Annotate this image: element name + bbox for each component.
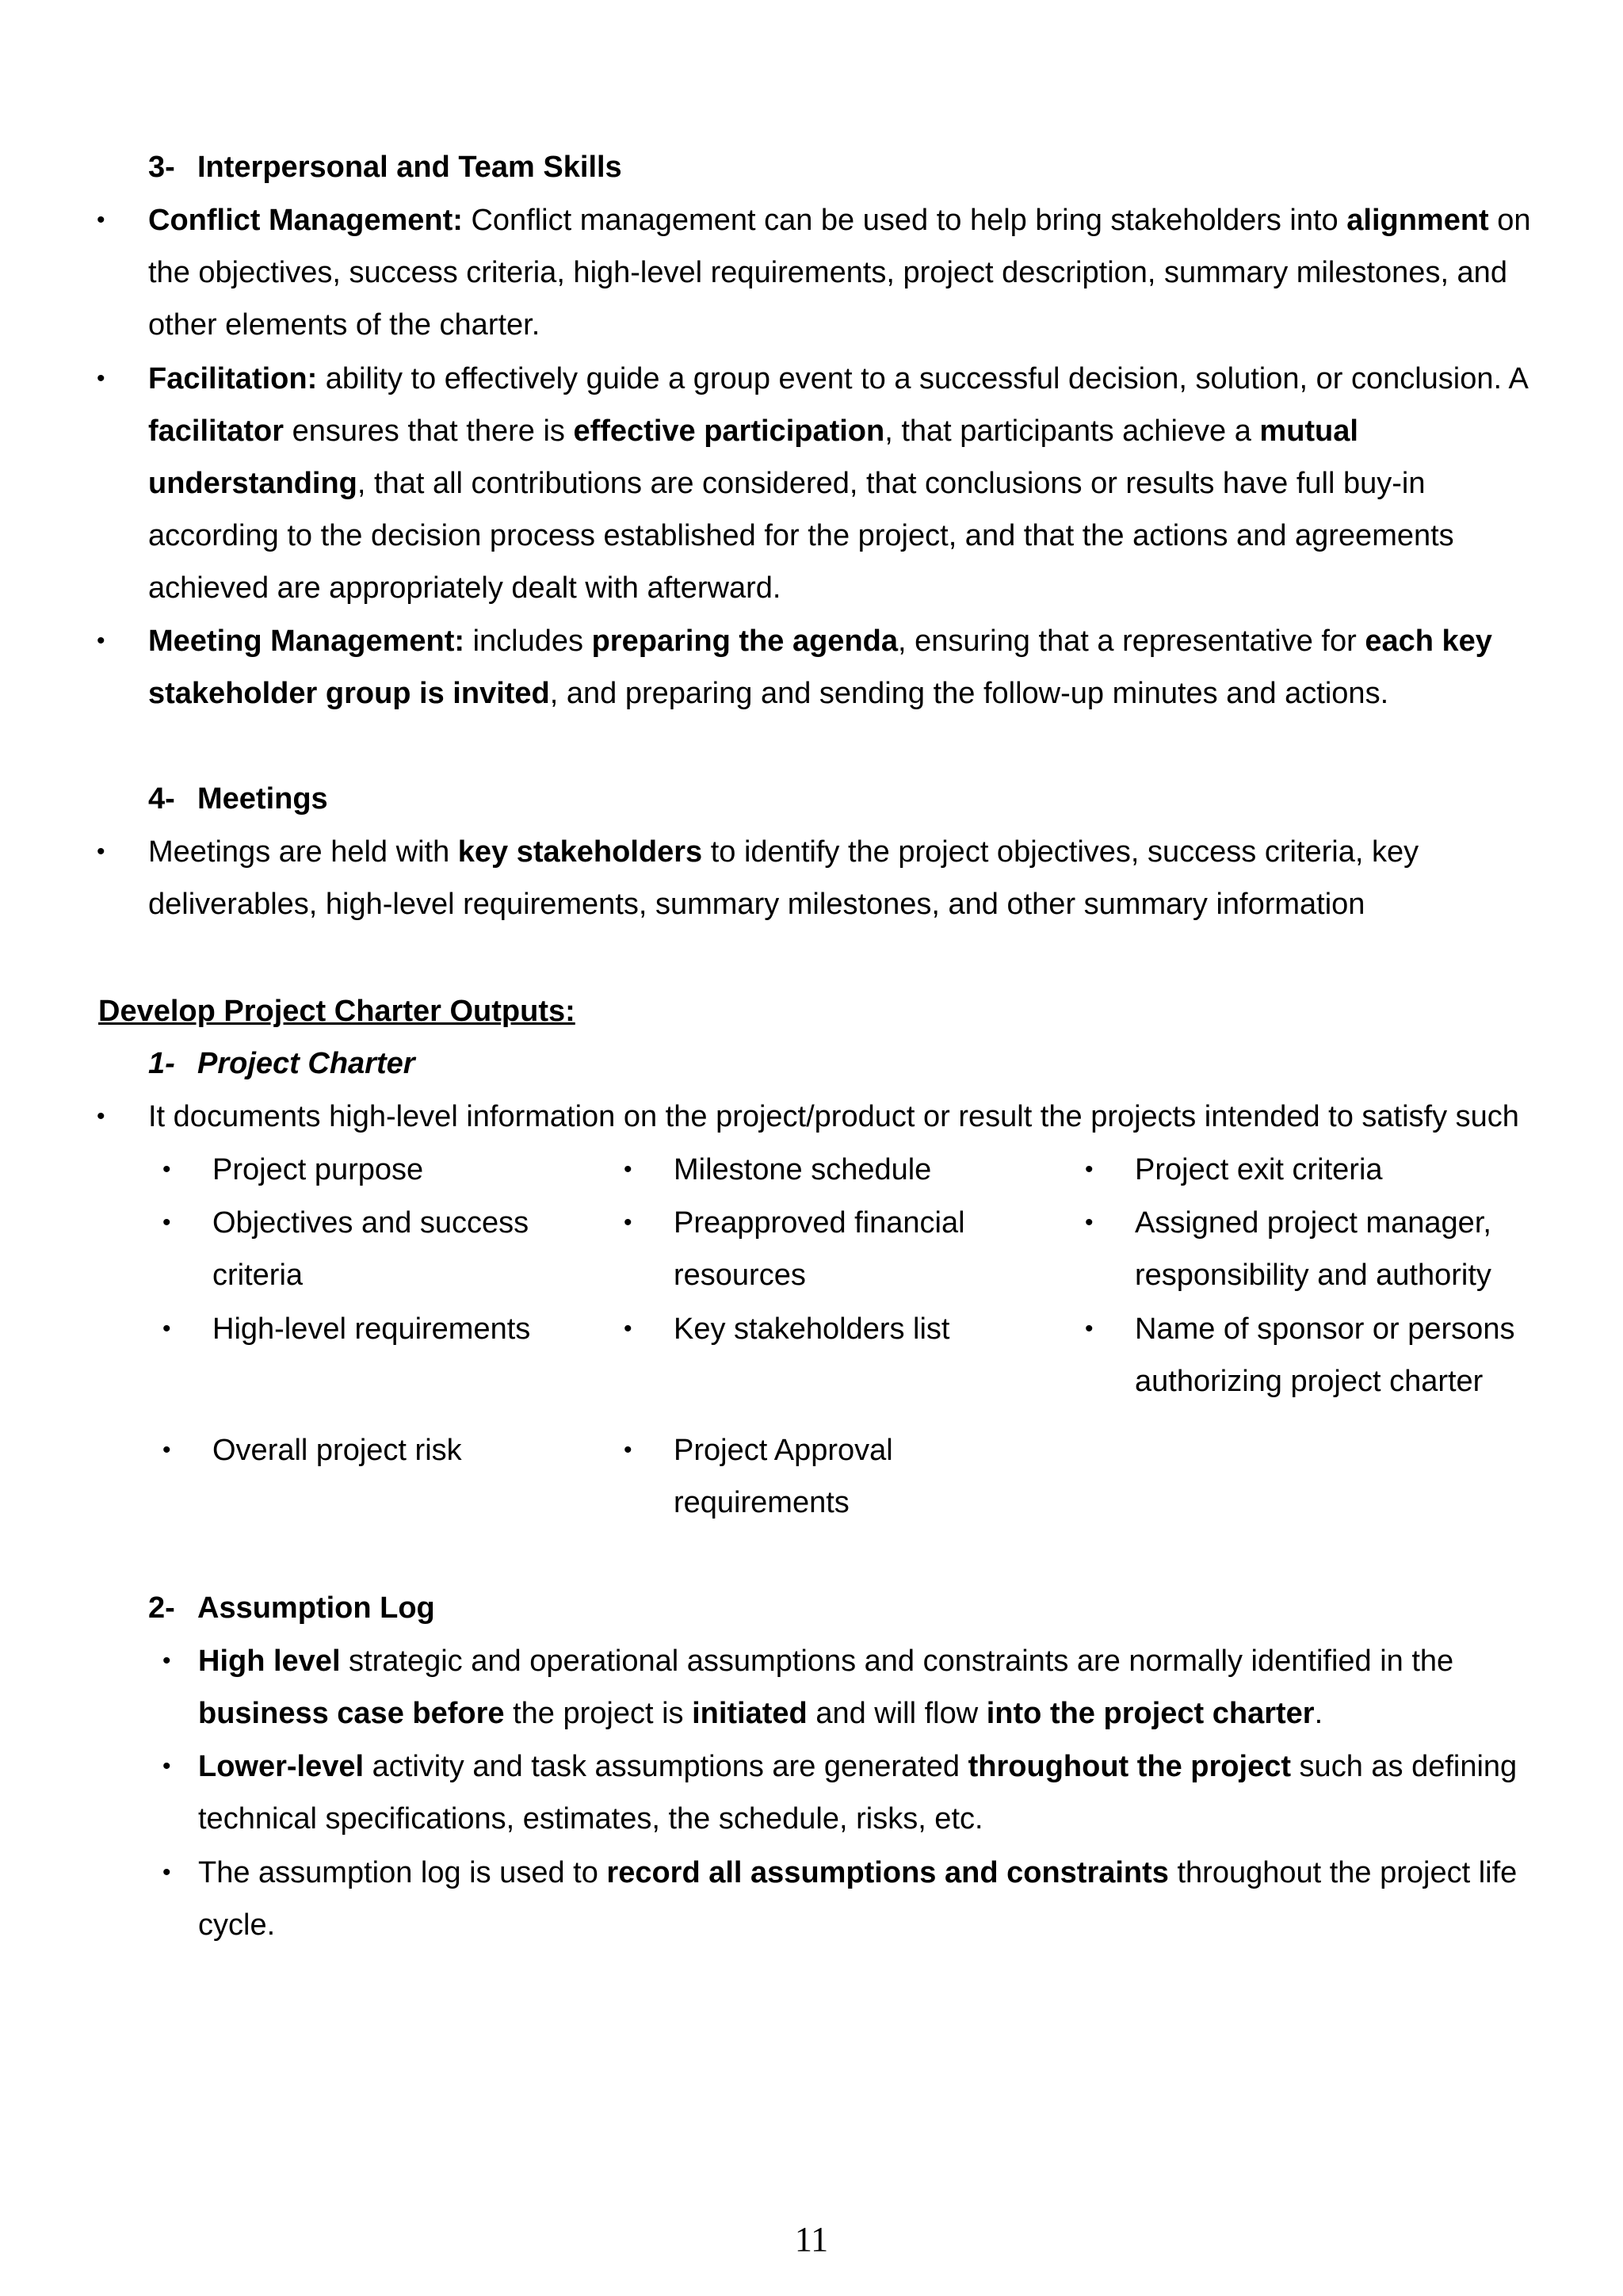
bold-run: effective participation bbox=[573, 415, 885, 448]
text-line bbox=[148, 457, 1575, 510]
bold-run: stakeholder group is invited bbox=[148, 677, 550, 710]
term-label: Conflict Management: bbox=[148, 204, 463, 237]
text-line bbox=[198, 1847, 1577, 1899]
text-run: , ensuring that a representative for bbox=[898, 625, 1365, 658]
bold-run: High level bbox=[198, 1645, 341, 1678]
bullet-dot: • bbox=[1085, 1316, 1094, 1342]
bold-run: Lower-level bbox=[198, 1750, 365, 1783]
bullet-text bbox=[148, 353, 1575, 614]
text-run: . bbox=[1314, 1697, 1323, 1730]
bullet-dot: • bbox=[162, 1859, 171, 1885]
bullet-text bbox=[148, 826, 1559, 930]
section-number: 2- bbox=[148, 1591, 175, 1625]
bold-run: facilitator bbox=[148, 415, 285, 448]
bullet-dot: • bbox=[624, 1437, 632, 1463]
text-line bbox=[148, 826, 1559, 878]
text-run: includes bbox=[464, 625, 592, 658]
bold-run: record all assumptions and constraints bbox=[606, 1856, 1169, 1889]
text-line: technical specifications, estimates, the schedule, risks, etc. bbox=[198, 1802, 983, 1836]
text-run: strategic and operational assumptions and constraints are normally identified in the bbox=[340, 1645, 1454, 1678]
charter-item-text: Project Approval bbox=[674, 1434, 893, 1467]
bullet-dot: • bbox=[162, 1437, 171, 1463]
bullet-dot: • bbox=[97, 365, 105, 392]
charter-item-text: requirements bbox=[674, 1486, 850, 1519]
charter-item-text: authorizing project charter bbox=[1135, 1365, 1484, 1398]
text-line: other elements of the charter. bbox=[148, 308, 540, 342]
charter-item-text: Project exit criteria bbox=[1135, 1153, 1383, 1186]
bullet-dot: • bbox=[624, 1316, 632, 1342]
charter-item-text: Milestone schedule bbox=[674, 1153, 932, 1186]
text-line: achieved are appropriately dealt with afterward. bbox=[148, 571, 781, 605]
text-line: deliverables, high-level requirements, summary milestones, and other summary information bbox=[148, 888, 1365, 921]
charter-item-text: resources bbox=[674, 1259, 806, 1292]
text-run: such as defining bbox=[1291, 1750, 1518, 1783]
term-label: Facilitation: bbox=[148, 362, 318, 395]
bold-run: initiated bbox=[692, 1697, 808, 1730]
bullet-dot: • bbox=[162, 1648, 171, 1674]
charter-item-text: responsibility and authority bbox=[1135, 1259, 1491, 1292]
section-title: Meetings bbox=[197, 782, 328, 816]
text-line: according to the decision process established for the project, and that the actions and agreements bbox=[148, 519, 1454, 552]
text-line: cycle. bbox=[198, 1908, 276, 1942]
bullet-text bbox=[148, 194, 1559, 351]
bullet-text bbox=[198, 1740, 1577, 1845]
page-number: 11 bbox=[794, 2220, 829, 2259]
bold-run: into the project charter bbox=[986, 1697, 1315, 1730]
text-run: the project is bbox=[504, 1697, 693, 1730]
bullet-text bbox=[198, 1847, 1577, 1951]
section-number: 3- bbox=[148, 151, 175, 184]
bullet-dot: • bbox=[97, 1103, 105, 1129]
text-line bbox=[148, 667, 1559, 720]
text-line bbox=[198, 1687, 1577, 1740]
charter-item-text: Preapproved financial bbox=[674, 1206, 965, 1240]
bullet-dot: • bbox=[97, 628, 105, 654]
text-line bbox=[148, 194, 1559, 246]
text-run: , and preparing and sending the follow-up minutes and actions. bbox=[549, 677, 1389, 710]
text-run: , that participants achieve a bbox=[884, 415, 1260, 448]
bullet-text: It documents high-level information on the project/product or result the projects intended to satisfy such bbox=[148, 1100, 1519, 1133]
bullet-dot: • bbox=[162, 1316, 171, 1342]
bold-run: understanding bbox=[148, 467, 357, 500]
text-run: ability to effectively guide a group event to a successful decision, solution, or conclusion. A bbox=[317, 362, 1529, 395]
section-title: Project Charter bbox=[197, 1047, 415, 1080]
bullet-dot: • bbox=[624, 1209, 632, 1236]
bullet-dot: • bbox=[97, 207, 105, 233]
charter-item-text: Name of sponsor or persons bbox=[1135, 1312, 1515, 1346]
bullet-dot: • bbox=[162, 1753, 171, 1779]
text-line: the objectives, success criteria, high-level requirements, project description, summary milestones, and bbox=[148, 256, 1507, 289]
bullet-dot: • bbox=[1085, 1209, 1094, 1236]
bullet-dot: • bbox=[1085, 1156, 1094, 1182]
text-line bbox=[198, 1635, 1577, 1687]
text-run: and will flow bbox=[807, 1697, 987, 1730]
text-line bbox=[198, 1740, 1577, 1793]
section-title: Interpersonal and Team Skills bbox=[197, 151, 622, 184]
term-label: Meeting Management: bbox=[148, 625, 465, 658]
text-run: , that all contributions are considered, that conclusions or results have full buy-in bbox=[357, 467, 1426, 500]
bullet-text bbox=[198, 1635, 1577, 1740]
text-run: The assumption log is used to bbox=[198, 1856, 607, 1889]
bullet-dot: • bbox=[97, 839, 105, 865]
text-line bbox=[148, 615, 1559, 667]
bullet-dot: • bbox=[162, 1209, 171, 1236]
text-run: to identify the project objectives, success criteria, key bbox=[702, 835, 1419, 869]
bold-run: throughout the project bbox=[968, 1750, 1291, 1783]
charter-item-text: High-level requirements bbox=[212, 1312, 531, 1346]
text-run: activity and task assumptions are generated bbox=[364, 1750, 968, 1783]
section-heading-project-charter bbox=[148, 1037, 415, 1090]
charter-item-text: criteria bbox=[212, 1259, 304, 1292]
section-title: Assumption Log bbox=[197, 1591, 435, 1625]
bold-run: alignment bbox=[1346, 204, 1489, 237]
charter-item-text: Assigned project manager, bbox=[1135, 1206, 1491, 1240]
outputs-heading: Develop Project Charter Outputs: bbox=[98, 995, 575, 1028]
text-run: on bbox=[1488, 204, 1531, 237]
bold-run: preparing the agenda bbox=[591, 625, 898, 658]
bullet-dot: • bbox=[624, 1156, 632, 1182]
charter-item-text: Objectives and success bbox=[212, 1206, 529, 1240]
bold-run: business case before bbox=[198, 1697, 505, 1730]
text-run: Conflict management can be used to help bring stakeholders into bbox=[462, 204, 1347, 237]
charter-item-text: Key stakeholders list bbox=[674, 1312, 950, 1346]
text-line bbox=[148, 405, 1575, 457]
section-heading-meetings bbox=[148, 773, 328, 825]
section-heading-assumption-log bbox=[148, 1582, 435, 1634]
bold-run: key stakeholders bbox=[457, 835, 703, 869]
text-line bbox=[148, 353, 1575, 405]
bullet-dot: • bbox=[162, 1156, 171, 1182]
text-run: ensures that there is bbox=[284, 415, 574, 448]
text-run: Meetings are held with bbox=[148, 835, 458, 869]
section-number: 1- bbox=[148, 1047, 175, 1080]
text-run: throughout the project life bbox=[1168, 1856, 1518, 1889]
charter-item-text: Overall project risk bbox=[212, 1434, 462, 1467]
bold-run: mutual bbox=[1259, 415, 1358, 448]
section-heading-team-skills bbox=[148, 141, 622, 193]
charter-item-text: Project purpose bbox=[212, 1153, 424, 1186]
section-number: 4- bbox=[148, 782, 175, 816]
bullet-text bbox=[148, 615, 1559, 720]
bold-run: each key bbox=[1365, 625, 1492, 658]
